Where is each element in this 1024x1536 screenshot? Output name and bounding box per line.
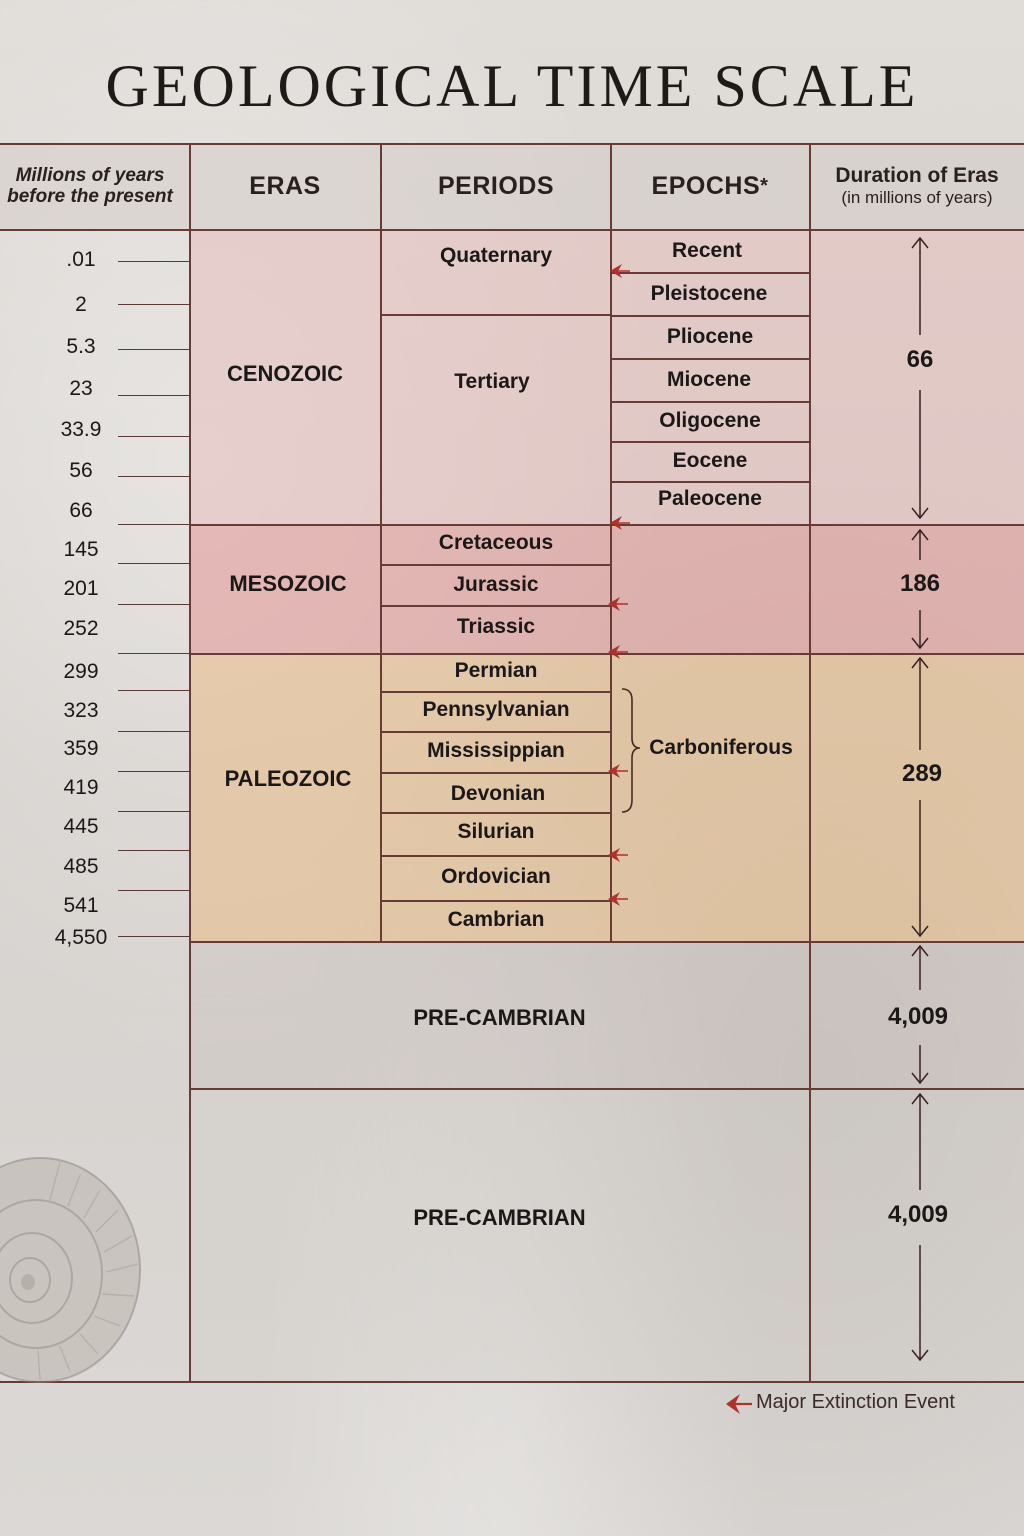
epoch-eocene: Eocene	[672, 449, 748, 472]
era-cenozoic: CENOZOIC	[226, 361, 344, 386]
extinction-arrow	[608, 892, 628, 906]
period-devonian: Devonian	[450, 782, 546, 805]
extinction-arrow	[610, 264, 630, 278]
extinction-arrow	[610, 516, 630, 530]
carboniferous-label: Carboniferous	[649, 736, 793, 759]
period-jurassic: Jurassic	[453, 573, 539, 596]
year-value: 485	[63, 855, 99, 878]
epoch-paleocene: Paleocene	[658, 487, 762, 510]
epoch-pleistocene: Pleistocene	[650, 282, 768, 305]
year-value: 56	[69, 459, 93, 482]
year-value: 145	[63, 538, 99, 561]
extinction-arrow	[608, 764, 628, 778]
year-value: 2	[75, 293, 87, 316]
duration-precambrian: 4,009	[887, 1003, 949, 1030]
period-ordovician: Ordovician	[441, 865, 551, 888]
duration-cenozoic: 66	[906, 346, 934, 373]
header-years: Millions of years before the present	[7, 165, 173, 207]
year-value: 66	[69, 499, 93, 522]
period-cambrian: Cambrian	[447, 908, 545, 931]
carboniferous-bracket	[622, 689, 640, 812]
period-quaternary: Quaternary	[439, 244, 553, 267]
year-value: 541	[63, 894, 99, 917]
period-cretaceous: Cretaceous	[438, 531, 554, 554]
period-silurian: Silurian	[457, 820, 535, 843]
header-epochs-mark: *	[760, 174, 769, 197]
duration-paleozoic: 289	[901, 760, 943, 787]
year-value: 445	[63, 815, 99, 838]
epoch-oligocene: Oligocene	[659, 409, 761, 432]
period-pennsylvanian: Pennsylvanian	[422, 698, 570, 721]
year-value: 23	[69, 377, 93, 400]
period-triassic: Triassic	[456, 615, 536, 638]
extinction-arrow	[608, 848, 628, 862]
header-duration-sub: (in millions of years)	[841, 188, 993, 207]
legend-arrow-icon	[726, 1394, 752, 1414]
year-value: 323	[63, 699, 99, 722]
ammonite-fossil-icon	[0, 1158, 140, 1382]
duration-arrows	[912, 238, 928, 1360]
era-precambrian-2: PRE-CAMBRIAN	[413, 1205, 586, 1230]
extinction-arrow	[608, 597, 628, 611]
year-value: 359	[63, 737, 99, 760]
extinction-arrow	[608, 645, 628, 659]
year-value: 252	[63, 617, 99, 640]
epoch-pliocene: Pliocene	[666, 325, 754, 348]
legend-label: Major Extinction Event	[756, 1391, 955, 1413]
period-permian: Permian	[454, 659, 538, 682]
epoch-recent: Recent	[671, 239, 743, 262]
year-value: 201	[63, 577, 99, 600]
era-mesozoic: MESOZOIC	[229, 571, 347, 596]
period-mississippian: Mississippian	[427, 739, 565, 762]
header-duration-label: Duration of Eras	[835, 164, 999, 187]
year-value: 4,550	[54, 926, 108, 949]
duration-mesozoic: 186	[899, 570, 941, 597]
header-eras: ERAS	[249, 171, 321, 200]
duration-precambrian-2: 4,009	[887, 1201, 949, 1228]
year-value: 33.9	[60, 418, 102, 441]
period-tertiary: Tertiary	[454, 370, 530, 393]
header-epochs-label: EPOCHS	[651, 171, 761, 200]
header-periods: PERIODS	[437, 171, 555, 200]
epoch-miocene: Miocene	[666, 368, 752, 391]
era-paleozoic: PALEOZOIC	[224, 766, 352, 791]
year-value: 299	[63, 660, 99, 683]
year-value: .01	[66, 248, 96, 271]
page-title: GEOLOGICAL TIME SCALE	[105, 53, 919, 119]
era-precambrian: PRE-CAMBRIAN	[413, 1005, 586, 1030]
year-value: 5.3	[66, 335, 96, 358]
year-value: 419	[63, 776, 99, 799]
